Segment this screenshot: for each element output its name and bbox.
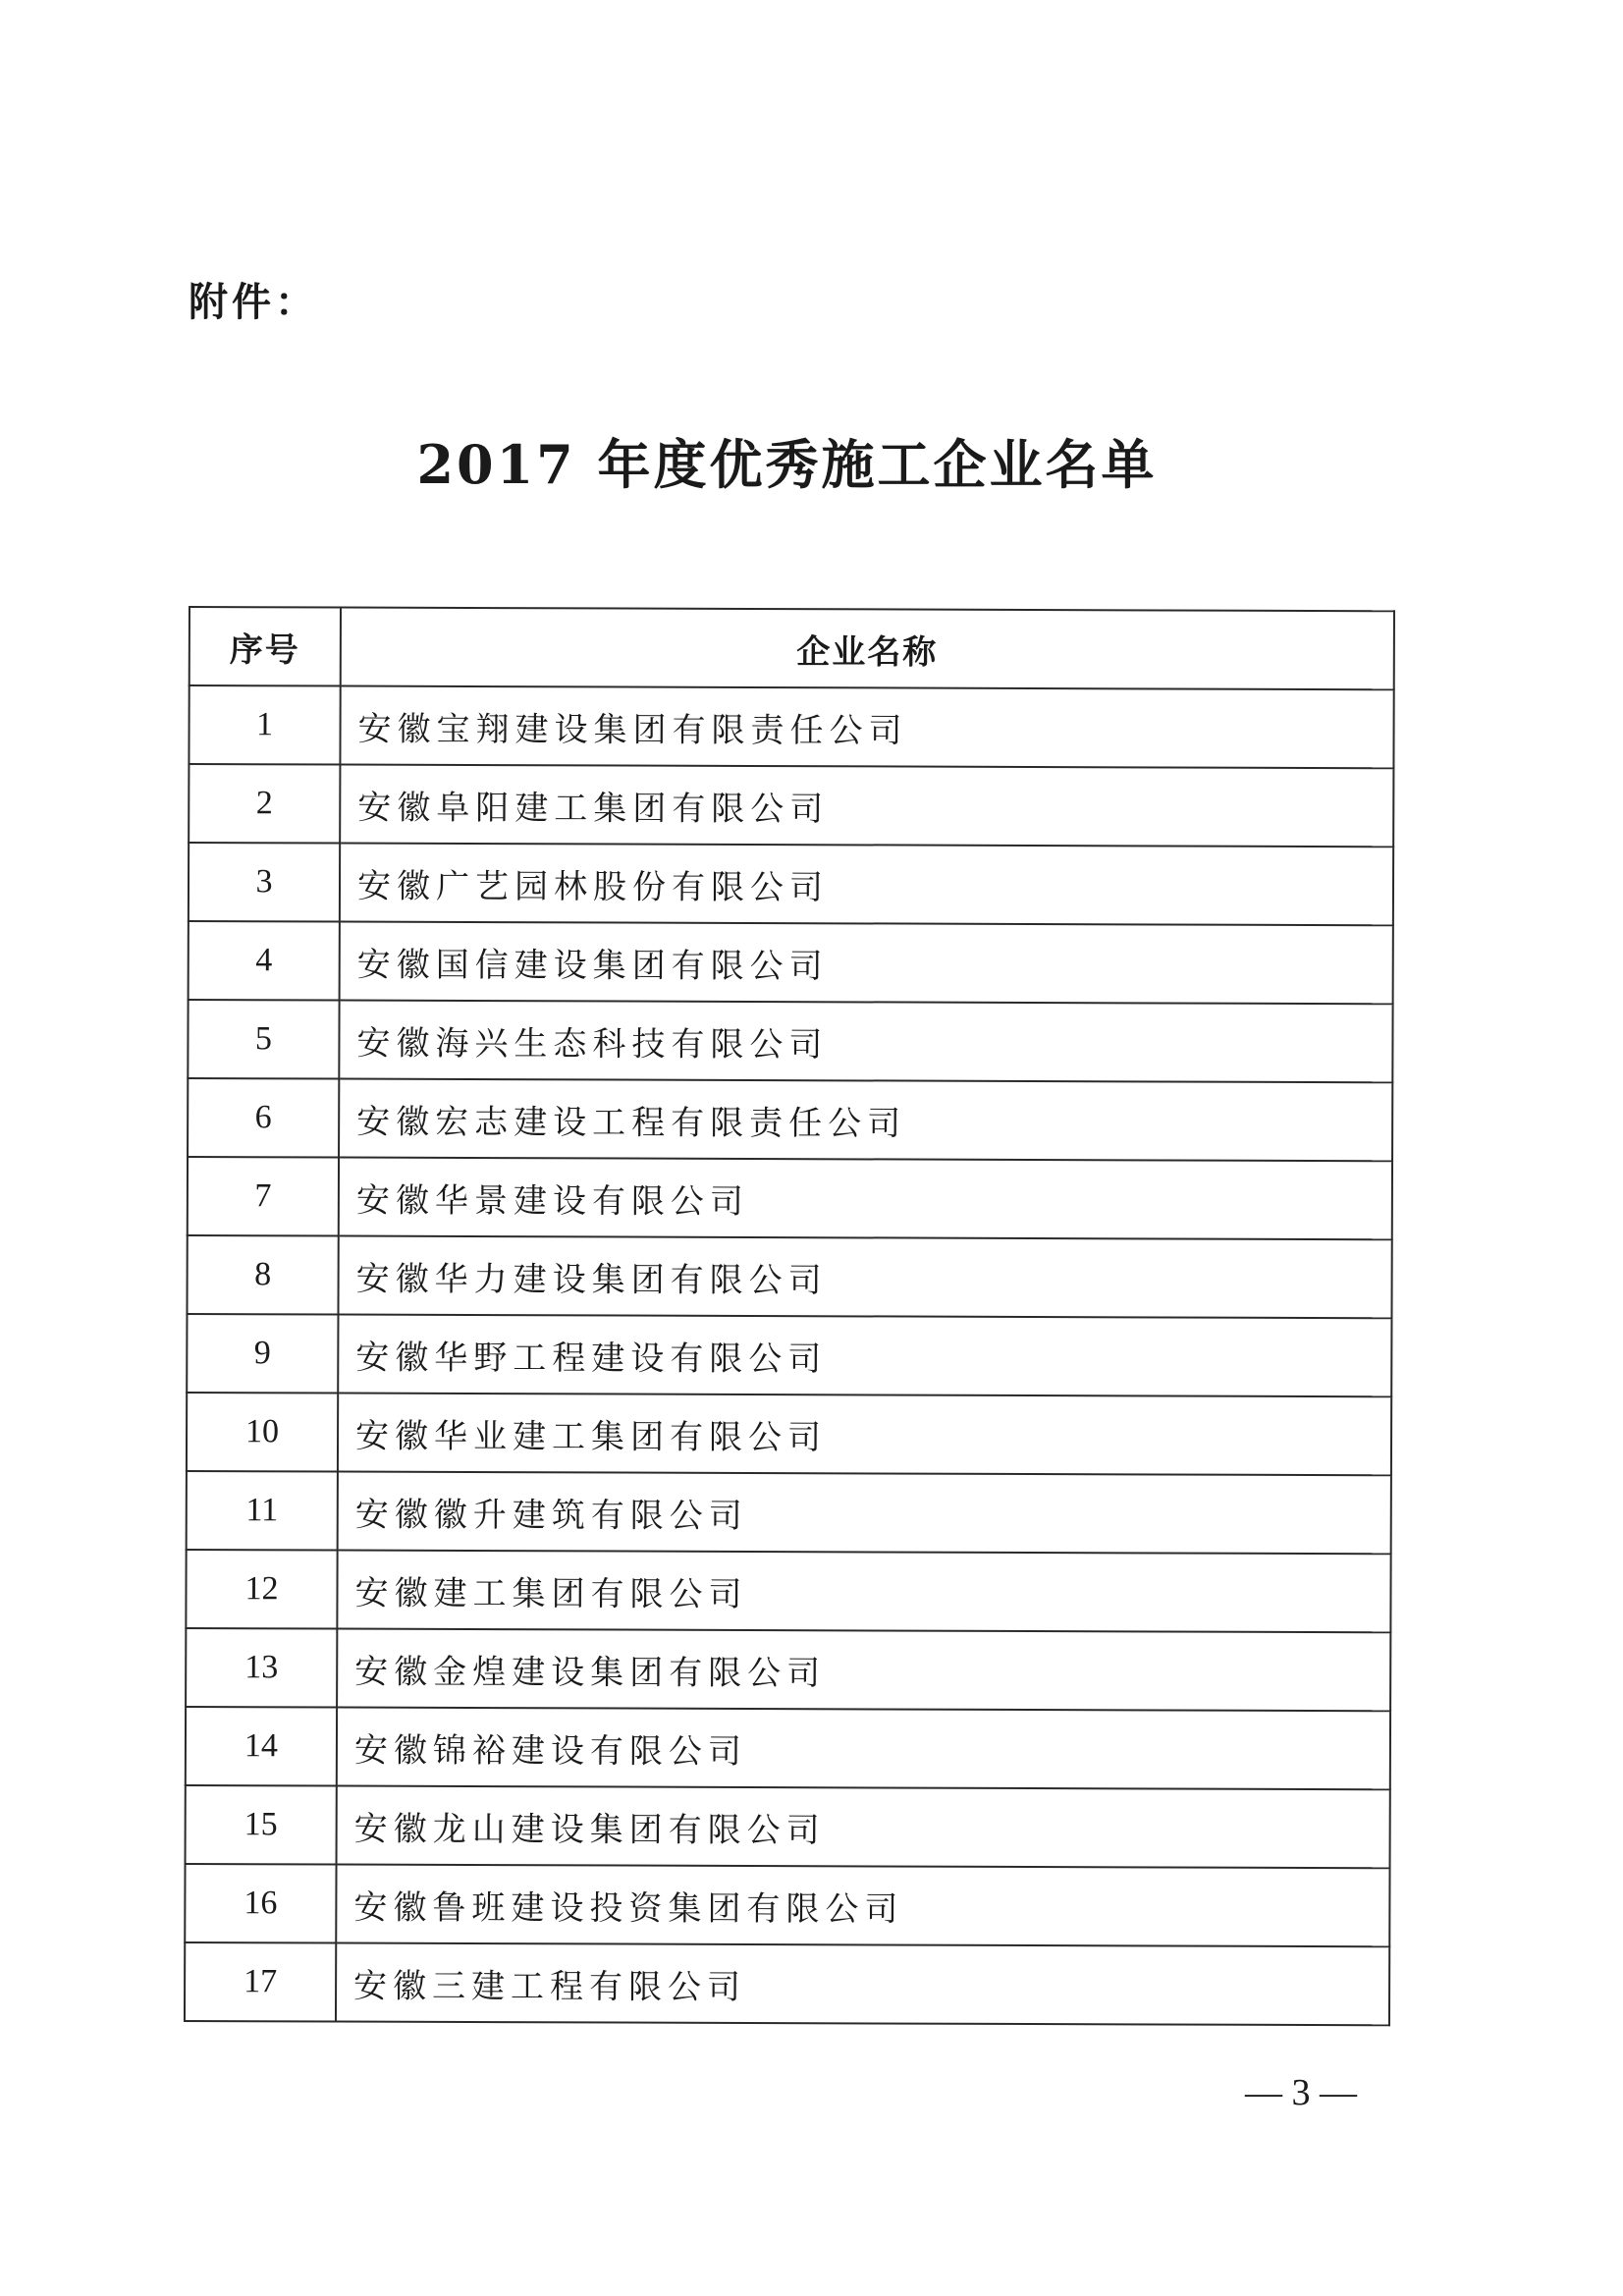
row-number: 4 [189,921,340,1001]
row-number: 17 [185,1942,336,2022]
company-name: 安徽徽升建筑有限公司 [338,1472,1391,1555]
row-number: 1 [189,685,340,765]
table-row [189,921,1393,1004]
table-row [186,1707,1390,1789]
row-number: 2 [189,764,340,844]
row-number: 5 [188,1000,339,1079]
row-number: 12 [186,1550,337,1629]
table-row [187,1393,1391,1475]
table-row [188,1157,1392,1239]
company-name: 安徽建工集团有限公司 [337,1551,1390,1633]
page-number: — 3 — [1245,2072,1357,2113]
row-number: 8 [187,1235,338,1315]
table-row [187,1235,1391,1318]
company-name: 安徽广艺园林股份有限公司 [340,844,1393,926]
table-row [188,1000,1392,1082]
company-name: 安徽华力建设集团有限公司 [338,1236,1391,1319]
row-number: 14 [186,1707,337,1786]
row-number: 7 [188,1157,339,1236]
table-row [188,1078,1392,1161]
row-number: 13 [186,1628,337,1708]
table-row [189,843,1393,925]
table-row [189,764,1393,847]
table-row [185,1864,1389,1946]
company-list-table [184,606,1395,2026]
table-row [187,1471,1391,1554]
company-name: 安徽宝翔建设集团有限责任公司 [340,686,1393,769]
company-name: 安徽华景建设有限公司 [339,1158,1392,1240]
company-name: 安徽华野工程建设有限公司 [338,1315,1391,1397]
row-number: 6 [188,1078,339,1158]
company-name: 安徽海兴生态科技有限公司 [339,1001,1392,1083]
company-name: 安徽金煌建设集团有限公司 [337,1629,1390,1712]
company-name: 安徽龙山建设集团有限公司 [337,1786,1390,1869]
row-number: 16 [185,1864,336,1943]
document-title: 2017 年度优秀施工企业名单 [416,433,1158,496]
company-name: 安徽鲁班建设投资集团有限公司 [336,1865,1389,1947]
company-name: 安徽阜阳建工集团有限公司 [340,765,1393,847]
company-name: 安徽华业建工集团有限公司 [338,1394,1391,1476]
company-name: 安徽宏志建设工程有限责任公司 [339,1079,1392,1162]
header-company-name: 企业名称 [341,608,1394,690]
company-name: 安徽三建工程有限公司 [336,1943,1389,2026]
row-number: 3 [189,843,340,922]
company-name: 安徽锦裕建设有限公司 [337,1708,1390,1790]
table-row [186,1550,1390,1632]
table-header-row [189,607,1394,689]
attachment-label: 附件： [189,280,318,325]
table-row [185,1942,1389,2025]
row-number: 9 [187,1314,338,1394]
row-number: 10 [187,1393,338,1472]
table-row [189,685,1393,768]
table-row [187,1314,1391,1396]
company-name: 安徽国信建设集团有限公司 [340,922,1393,1005]
row-number: 15 [186,1785,337,1865]
row-number: 11 [187,1471,338,1551]
table-row [186,1785,1390,1868]
header-number: 序号 [189,607,341,686]
table-row [186,1628,1390,1711]
